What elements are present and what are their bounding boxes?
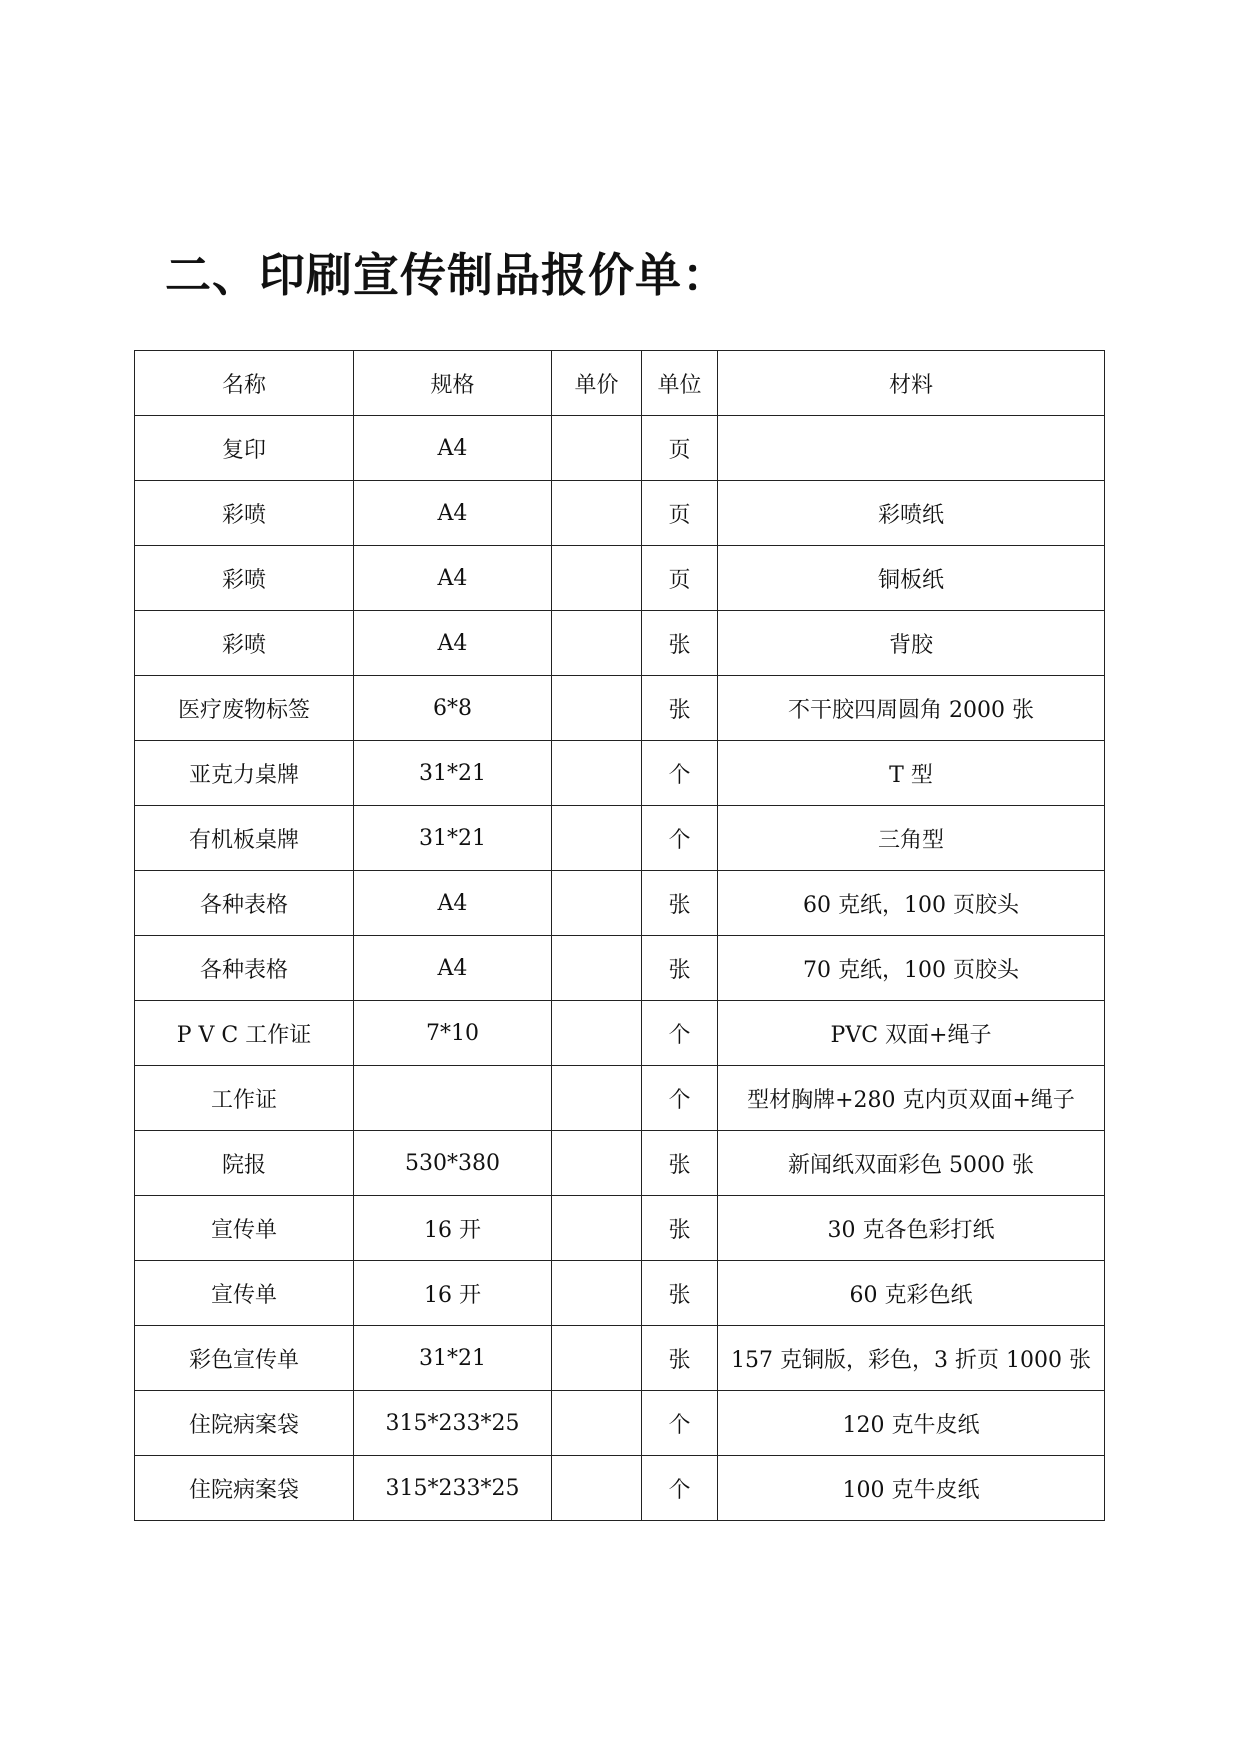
table-header-row [135,351,1105,416]
cell-unit: 页 [642,416,718,481]
table-row [135,1261,1105,1326]
cell-spec: A4 [354,546,552,611]
cell-spec: 315*233*25 [354,1456,552,1521]
table-row [135,1456,1105,1521]
cell-name: 各种表格 [135,871,354,936]
cell-material: 背胶 [718,611,1105,676]
table-row [135,1326,1105,1391]
cell-material: 120 克牛皮纸 [718,1391,1105,1456]
cell-spec: A4 [354,416,552,481]
cell-name: P V C 工作证 [135,1001,354,1066]
cell-material: 彩喷纸 [718,481,1105,546]
cell-name: 院报 [135,1131,354,1196]
cell-name: 彩喷 [135,481,354,546]
table-row [135,741,1105,806]
cell-name: 住院病案袋 [135,1391,354,1456]
cell-material: 型材胸牌+280 克内页双面+绳子 [718,1066,1105,1131]
cell-unit: 张 [642,871,718,936]
table-row [135,1001,1105,1066]
cell-unit-price[interactable] [552,546,642,611]
cell-material: 70 克纸，100 页胶头 [718,936,1105,1001]
cell-spec: 315*233*25 [354,1391,552,1456]
cell-spec: A4 [354,481,552,546]
cell-unit-price[interactable] [552,481,642,546]
cell-unit-price[interactable] [552,1131,642,1196]
cell-name: 宣传单 [135,1196,354,1261]
cell-name: 宣传单 [135,1261,354,1326]
cell-material: 157 克铜版，彩色，3 折页 1000 张 [718,1326,1105,1391]
table-row [135,806,1105,871]
table-row [135,1066,1105,1131]
cell-material: 不干胶四周圆角 2000 张 [718,676,1105,741]
cell-unit: 个 [642,1066,718,1131]
cell-spec [354,1066,552,1131]
cell-material: 60 克纸，100 页胶头 [718,871,1105,936]
cell-unit: 张 [642,611,718,676]
cell-material: 30 克各色彩打纸 [718,1196,1105,1261]
table-row [135,1391,1105,1456]
table-row [135,416,1105,481]
cell-spec: 7*10 [354,1001,552,1066]
cell-spec: 16 开 [354,1261,552,1326]
cell-unit: 张 [642,1196,718,1261]
cell-unit-price[interactable] [552,611,642,676]
cell-unit: 张 [642,1261,718,1326]
cell-unit: 张 [642,1326,718,1391]
cell-unit: 个 [642,1456,718,1521]
cell-name: 各种表格 [135,936,354,1001]
cell-spec: 31*21 [354,741,552,806]
cell-spec: 530*380 [354,1131,552,1196]
cell-spec: A4 [354,611,552,676]
cell-unit: 张 [642,676,718,741]
cell-material: 铜板纸 [718,546,1105,611]
cell-unit-price[interactable] [552,1001,642,1066]
cell-spec: 31*21 [354,806,552,871]
cell-name: 医疗废物标签 [135,676,354,741]
table-row [135,546,1105,611]
cell-unit: 张 [642,1131,718,1196]
cell-name: 亚克力桌牌 [135,741,354,806]
header-unit-price: 单价 [552,351,642,416]
cell-unit-price[interactable] [552,1456,642,1521]
cell-material: 新闻纸双面彩色 5000 张 [718,1131,1105,1196]
cell-unit: 个 [642,741,718,806]
cell-name: 彩喷 [135,611,354,676]
table-row [135,1131,1105,1196]
header-name: 名称 [135,351,354,416]
cell-unit-price[interactable] [552,741,642,806]
cell-name: 彩喷 [135,546,354,611]
cell-unit-price[interactable] [552,806,642,871]
table-row [135,611,1105,676]
cell-unit-price[interactable] [552,676,642,741]
cell-name: 工作证 [135,1066,354,1131]
cell-unit-price[interactable] [552,871,642,936]
cell-spec: A4 [354,936,552,1001]
cell-name: 有机板桌牌 [135,806,354,871]
cell-unit-price[interactable] [552,1326,642,1391]
cell-unit: 张 [642,936,718,1001]
cell-unit-price[interactable] [552,936,642,1001]
cell-unit-price[interactable] [552,416,642,481]
cell-name: 住院病案袋 [135,1456,354,1521]
cell-spec: 31*21 [354,1326,552,1391]
cell-spec: 16 开 [354,1196,552,1261]
table-row [135,1196,1105,1261]
cell-material: 100 克牛皮纸 [718,1456,1105,1521]
header-material: 材料 [718,351,1105,416]
cell-material: T 型 [718,741,1105,806]
cell-unit-price[interactable] [552,1066,642,1131]
cell-material: 三角型 [718,806,1105,871]
cell-spec: A4 [354,871,552,936]
header-unit: 单位 [642,351,718,416]
cell-material [718,416,1105,481]
table-row [135,676,1105,741]
table-row [135,936,1105,1001]
cell-unit-price[interactable] [552,1261,642,1326]
cell-unit: 个 [642,1391,718,1456]
table-row [135,481,1105,546]
cell-unit: 个 [642,806,718,871]
cell-unit-price[interactable] [552,1391,642,1456]
cell-unit: 页 [642,481,718,546]
cell-material: PVC 双面+绳子 [718,1001,1105,1066]
table-row [135,871,1105,936]
cell-name: 复印 [135,416,354,481]
price-quote-table [134,350,1105,1521]
cell-material: 60 克彩色纸 [718,1261,1105,1326]
cell-unit-price[interactable] [552,1196,642,1261]
page-title: 二、印刷宣传制品报价单： [165,248,729,302]
cell-spec: 6*8 [354,676,552,741]
cell-name: 彩色宣传单 [135,1326,354,1391]
cell-unit: 个 [642,1001,718,1066]
cell-unit: 页 [642,546,718,611]
header-spec: 规格 [354,351,552,416]
